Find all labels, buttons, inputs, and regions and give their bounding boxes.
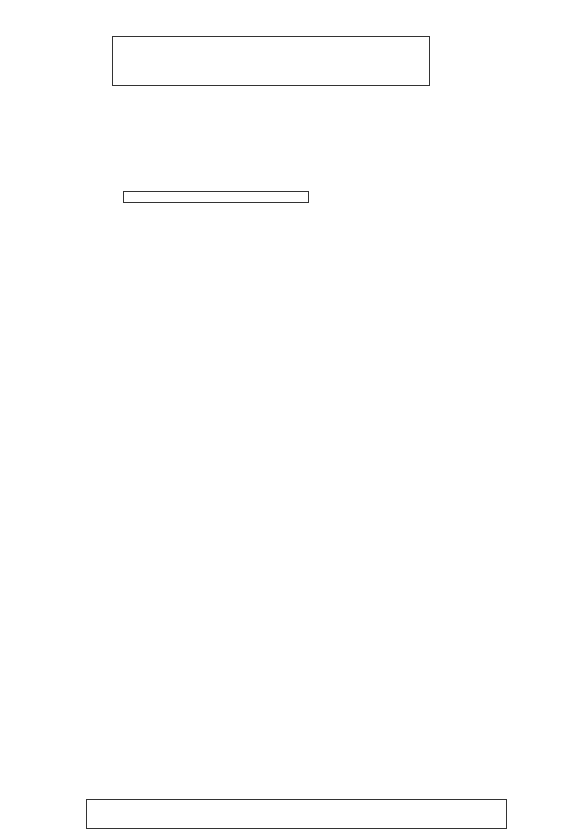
- redacted-company-box: [123, 191, 309, 203]
- footer-signature-box: [86, 799, 507, 829]
- company-name-redaction-box: [112, 36, 430, 86]
